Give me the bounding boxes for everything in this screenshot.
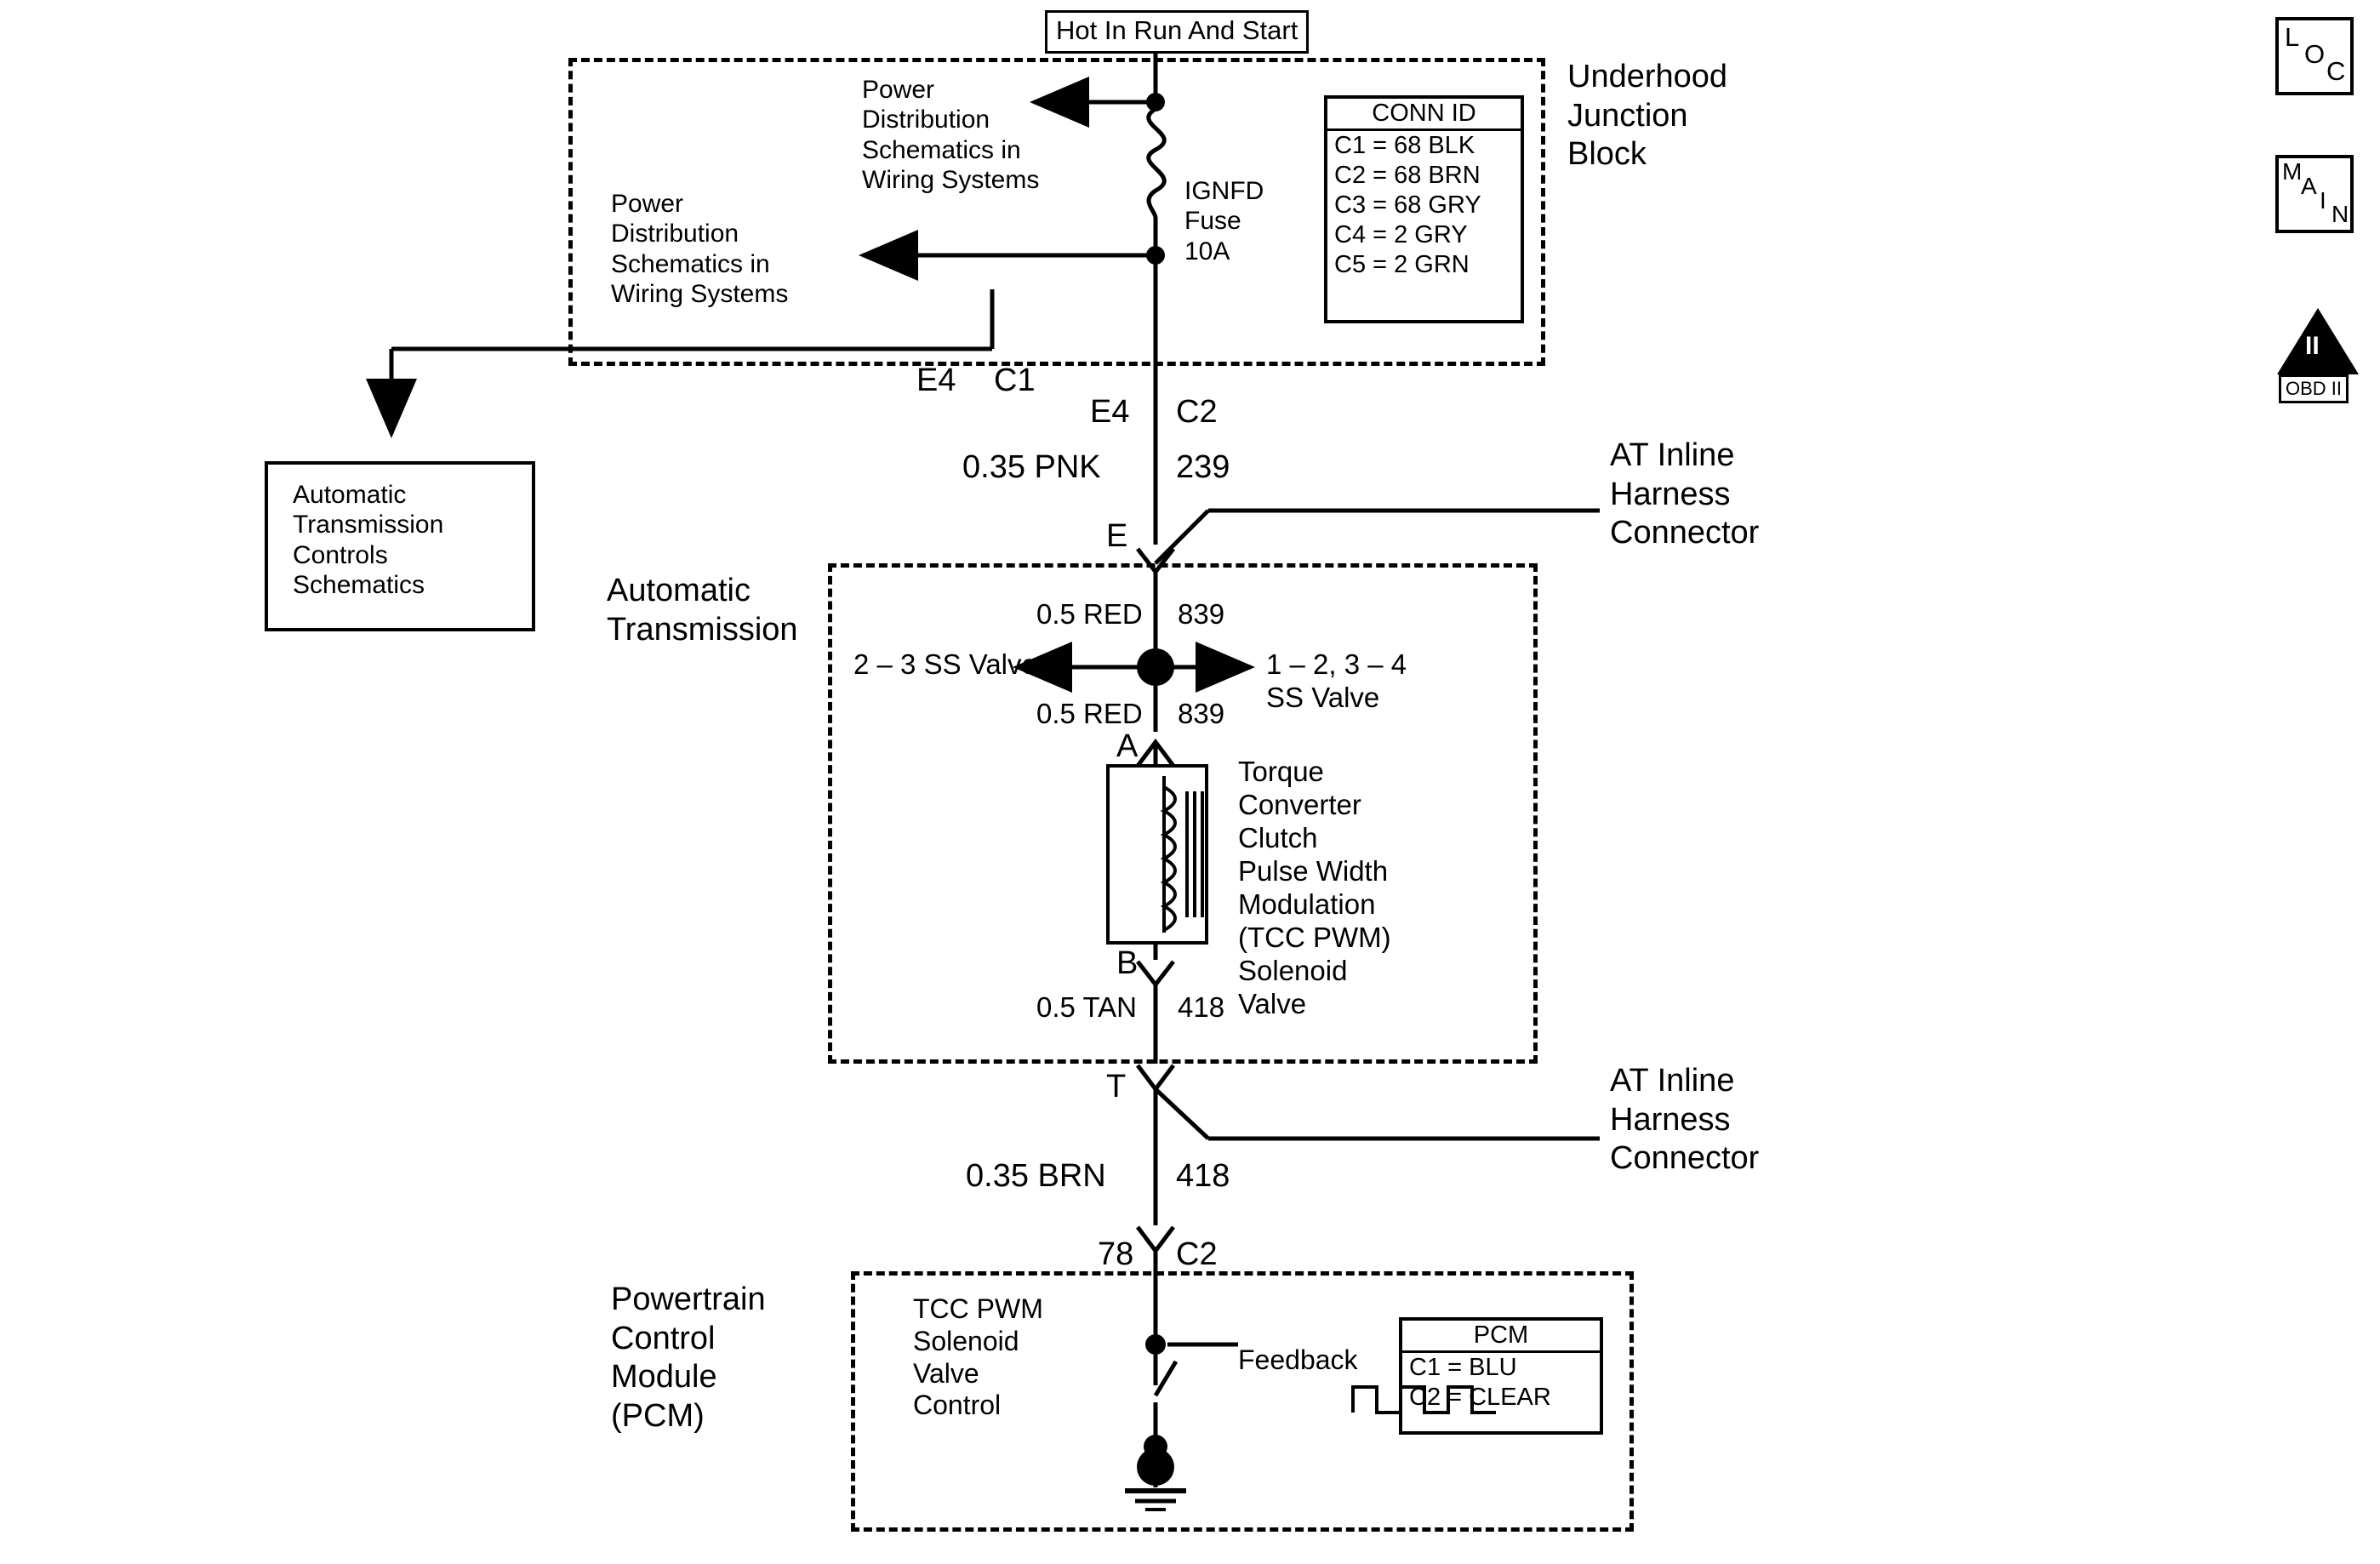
wire-035-brn: 0.35 BRN <box>966 1158 1106 1194</box>
pin-e4-c2: E4 <box>1090 394 1130 430</box>
power-distribution-note-1: Power Distribution Schematics in Wiring Systems <box>862 76 1040 195</box>
switch-node-dot <box>1145 1334 1166 1355</box>
obd-ii-label: OBD II <box>2279 374 2349 403</box>
conn-id-row: C2 = 68 BRN <box>1334 162 1481 189</box>
pcm-table-row: C1 = BLU <box>1409 1354 1517 1381</box>
ground-dot <box>1137 1448 1174 1486</box>
pin-c1: C1 <box>994 362 1036 398</box>
inline-pin-t: T <box>1106 1069 1127 1105</box>
pcm-table-header: PCM <box>1402 1321 1600 1352</box>
wire-number-839-bottom: 839 <box>1178 698 1225 729</box>
conn-id-header: CONN ID <box>1327 99 1521 130</box>
main-letter-a: A <box>2301 173 2317 199</box>
wire-05-tan: 0.5 TAN <box>1036 991 1137 1023</box>
junction-dot <box>1146 93 1165 111</box>
tcc-pwm-solenoid-valve-label: Torque Converter Clutch Pulse Width Modulation (TCC PWM) Solenoid Valve <box>1238 756 1391 1019</box>
wire-number-418-b: 418 <box>1176 1158 1230 1194</box>
inline-pin-e: E <box>1106 518 1128 554</box>
hot-in-run-and-start-label: Hot In Run And Start <box>1045 10 1309 54</box>
pcm-table-row: C2 = CLEAR <box>1409 1384 1551 1411</box>
ss-valve-2-3-label: 2 – 3 SS Valve <box>853 648 1037 680</box>
ignfd-fuse-label: IGNFD Fuse 10A <box>1184 177 1264 265</box>
conn-id-row: C5 = 2 GRN <box>1334 251 1470 278</box>
at-inline-harness-connector-label-2: AT Inline Harness Connector <box>1610 1063 1760 1177</box>
power-distribution-note-2: Power Distribution Schematics in Wiring Systems <box>611 190 789 309</box>
at-inline-harness-connector-label-1: AT Inline Harness Connector <box>1610 437 1760 551</box>
conn-id-row: C1 = 68 BLK <box>1334 132 1475 159</box>
loc-letter-l: L <box>2285 22 2300 52</box>
pin-b: B <box>1116 945 1139 981</box>
conn-id-row: C3 = 68 GRY <box>1334 191 1481 219</box>
pcm-label: Powertrain Control Module (PCM) <box>611 1281 766 1434</box>
main-letter-n: N <box>2331 201 2349 227</box>
wire-number-839-top: 839 <box>1178 598 1225 630</box>
wire-number-418: 418 <box>1178 991 1225 1023</box>
tcc-pwm-solenoid-valve-control-label: TCC PWM Solenoid Valve Control <box>913 1293 1043 1421</box>
feedback-label: Feedback <box>1238 1344 1358 1375</box>
pin-a: A <box>1116 728 1139 764</box>
pin-e4-c1-left: E4 <box>916 362 956 398</box>
automatic-transmission-controls-ref-text: Automatic Transmission Controls Schematics <box>293 481 444 600</box>
pin-c2-top: C2 <box>1176 394 1218 430</box>
obd-ii-mark: II <box>2305 332 2320 360</box>
main-letter-m: M <box>2282 158 2303 185</box>
loc-letter-c: C <box>2326 56 2346 86</box>
wire-035-pnk: 0.35 PNK <box>962 449 1101 485</box>
junction-dot <box>1146 246 1165 265</box>
pin-78: 78 <box>1098 1236 1134 1272</box>
conn-id-row: C4 = 2 GRY <box>1334 221 1468 248</box>
ss-valve-1-2-3-4-label: 1 – 2, 3 – 4 SS Valve <box>1266 648 1407 713</box>
main-letter-i: I <box>2320 187 2326 214</box>
splice-dot <box>1137 648 1174 686</box>
underhood-junction-block-label: Underhood Junction Block <box>1567 59 1728 173</box>
loc-letter-o: O <box>2304 39 2326 69</box>
automatic-transmission-label: Automatic Transmission <box>607 573 798 648</box>
wire-number-239: 239 <box>1176 449 1230 485</box>
wire-05-red-bottom: 0.5 RED <box>1036 698 1143 729</box>
wire-05-red-top: 0.5 RED <box>1036 598 1143 630</box>
pin-c2-bottom: C2 <box>1176 1236 1218 1272</box>
